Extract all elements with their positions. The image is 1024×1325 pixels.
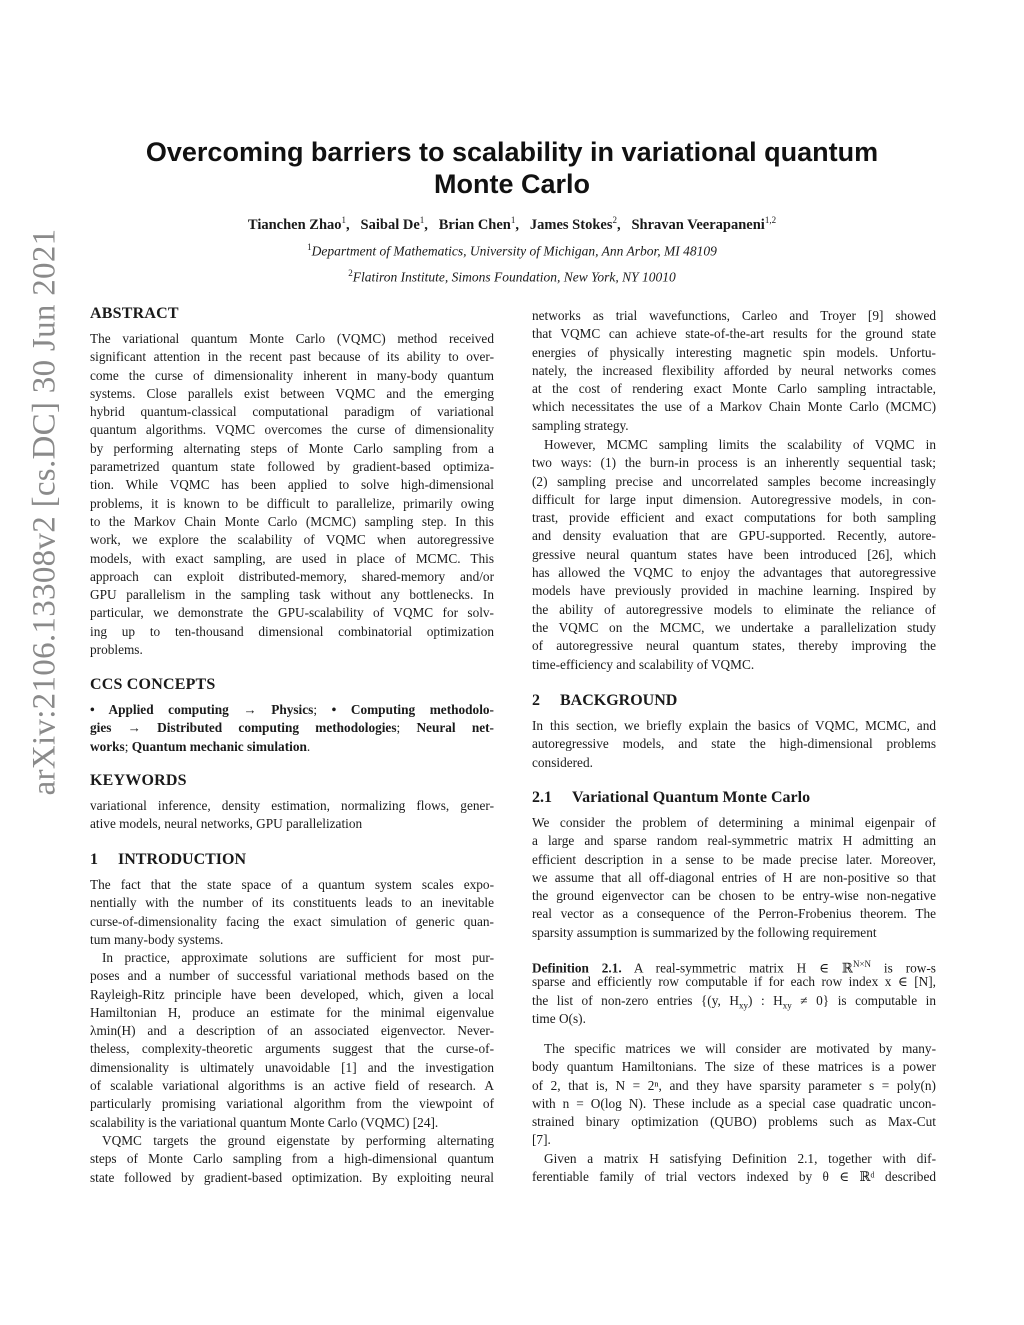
- abstract-body: [90, 330, 494, 659]
- text-line: the ground eigenvector can be chosen to be entry-wise non-negative: [532, 888, 936, 904]
- text-line: real vector as a consequence of the Perron-Frobenius theorem. The: [532, 906, 936, 922]
- text-segment: Neural net-: [416, 720, 494, 736]
- author-name: James Stokes: [529, 216, 613, 233]
- text-line: of 2, that is, N = 2ⁿ, and they have sparsity parameter s = poly(n): [532, 1077, 936, 1093]
- author: [361, 217, 425, 233]
- text-line: to the Markov Chain Monte Carlo (MCMC) sampling step. In this: [90, 513, 494, 529]
- text-line: [90, 738, 494, 756]
- text-segment: • Computing methodolo-: [331, 702, 494, 717]
- text-line: the VQMC on the MCMC, we undertake a parallelization study: [532, 619, 936, 635]
- text-line: Hamiltonian H, produce an estimate for the minimal eigenvalue: [90, 1004, 494, 1020]
- text-line: λmin(H) and a description of an associated eigenvector. Never-: [90, 1023, 494, 1039]
- section-title: BACKGROUND: [560, 692, 678, 709]
- text-line: In this section, we briefly explain the basics of VQMC, MCMC, and: [532, 718, 936, 733]
- text-line: a large and sparse random real-symmetric matrix H admitting an: [532, 833, 936, 849]
- text-line: [90, 719, 494, 737]
- text-line: ative models, neural networks, GPU parallelization: [90, 816, 363, 832]
- text-line: at the cost of rendering exact Monte Carlo sampling intractable,: [532, 381, 936, 397]
- text-segment: sparse and efficiently row computable if for each row index x ∈ [N],: [532, 974, 936, 990]
- title-line: Overcoming barriers to scalability in variational quantum: [145, 137, 879, 167]
- text-line: by performing alternating steps of Monte Carlo sampling from a: [90, 440, 494, 456]
- affiliation-2: [0, 268, 1024, 286]
- text-line: ing up to ten-thousand dimensional combinatorial optimization: [90, 623, 494, 639]
- text-line: and density evaluation that are GPU-supported. Recently, autore-: [532, 528, 936, 544]
- text-segment: works: [90, 738, 125, 754]
- affiliation-mark: 1: [307, 242, 312, 252]
- text-line: [532, 1010, 936, 1028]
- text-line: of autoregressive neural quantum states, thereby improving the: [532, 638, 936, 654]
- text-line: Rayleigh-Ritz principle have been developed, which, given a local: [90, 986, 494, 1002]
- text-line: autoregressive models, and state the high-dimensional problems: [532, 736, 936, 752]
- text-segment: .: [306, 738, 311, 754]
- text-line: sampling strategy.: [532, 417, 629, 433]
- author: [439, 217, 516, 233]
- right-paragraph-3: [532, 1040, 936, 1150]
- text-line: However, MCMC sampling limits the scalability of VQMC in: [544, 437, 936, 452]
- text-line: scalability is the variational quantum Monte Carlo (VQMC) [24].: [90, 1114, 439, 1130]
- author: [631, 217, 776, 233]
- text-segment: • Applied computing → Physics: [90, 702, 314, 717]
- text-line: dimensionality is ultimately unavoidable [1] and the investigation: [90, 1059, 494, 1075]
- text-segment: ;: [396, 720, 417, 736]
- text-line: networks as trial wavefunctions, Carleo and Troyer [9] showed: [532, 308, 936, 323]
- text-segment: xy: [738, 1000, 748, 1011]
- text-segment: N×N: [852, 959, 872, 969]
- text-line: efficient description in a sense to be made precise later. Moreover,: [532, 851, 936, 867]
- text-line: tion. While VQMC has been applied to solve high-dimensional: [90, 477, 494, 493]
- author-name: Tianchen Zhao: [247, 216, 342, 233]
- text-line: tum many-body systems.: [90, 931, 224, 947]
- paper-title: [0, 136, 1024, 200]
- text-line: variational inference, density estimation, normalizing flows, gener-: [90, 798, 494, 813]
- text-line: GPU parallelism in the sampling task without any bottlenecks. In: [90, 587, 494, 603]
- section-number: 2: [532, 692, 540, 709]
- text-line: [90, 701, 494, 719]
- text-segment: is row-s: [871, 960, 936, 976]
- text-line: time-efficiency and scalability of VQMC.: [532, 656, 755, 672]
- text-line: theless, complexity-theoretic arguments suggest that the curse-of-: [90, 1041, 494, 1057]
- text-line: two ways: (1) the burn-in process is an inherently sequential task;: [532, 455, 936, 471]
- text-line: Given a matrix H satisfying Definition 2.1, together with dif-: [544, 1151, 936, 1166]
- ccs-heading: CCS CONCEPTS: [90, 676, 216, 693]
- text-line: sparsity assumption is summarized by the following requirement: [532, 924, 877, 940]
- text-line: of scalable variational algorithms is an active field of research. A: [90, 1078, 494, 1094]
- text-line: problems, it is known to be difficult to parallelize, primarily owing: [90, 495, 494, 511]
- abstract-heading: ABSTRACT: [90, 305, 179, 322]
- text-segment: Definition 2.1.: [532, 960, 622, 976]
- right-paragraph-1: [532, 307, 936, 435]
- text-line: The variational quantum Monte Carlo (VQMC) method received: [90, 331, 494, 346]
- intro-paragraph-1: [90, 876, 494, 949]
- text-line: In practice, approximate solutions are sufficient for most pur-: [102, 950, 494, 965]
- text-line: steps of Monte Carlo sampling from a high-dimensional quantum: [90, 1151, 494, 1167]
- text-segment: ≠ 0} is computable in: [791, 992, 937, 1008]
- text-line: come the curse of dimensionality inherent in many-body quantum: [90, 367, 494, 383]
- text-line: systems. Close parallels exist between VQMC and the emerging: [90, 385, 494, 401]
- ccs-concepts: [90, 701, 494, 756]
- intro-paragraph-2: [90, 949, 494, 1132]
- text-line: quantum algorithms. VQMC overcomes the curse of dimensionality: [90, 422, 494, 438]
- subsection-heading: [532, 789, 936, 807]
- text-line: ferentiable family of trial vectors indexed by θ ∈ ℝᵈ described: [532, 1169, 936, 1185]
- title-line: Monte Carlo: [433, 169, 590, 199]
- keywords-body: [90, 797, 494, 834]
- text-line: energies of physically interesting magnetic spin models. Unfortu-: [532, 344, 936, 360]
- text-line: gressive neural quantum states have been introduced [26], which: [532, 546, 936, 562]
- text-line: The fact that the state space of a quantum system scales expo-: [90, 877, 494, 892]
- section-title: INTRODUCTION: [118, 851, 247, 868]
- text-segment: ) : H: [747, 992, 783, 1008]
- introduction-heading: [90, 851, 494, 869]
- text-line: approach can exploit distributed-memory, shared-memory and/or: [90, 568, 494, 584]
- text-line: trast, provide efficient and exact computations for both sampling: [532, 510, 936, 526]
- text-line: The specific matrices we will consider are motivated by many-: [544, 1041, 936, 1056]
- text-line: hybrid quantum-classical computational paradigm of variational: [90, 404, 494, 420]
- affiliation-text: Department of Mathematics, University of Michigan, Ann Arbor, MI 48109: [311, 243, 717, 259]
- author-affiliation-mark: 1: [341, 215, 347, 225]
- text-line: [532, 992, 936, 1010]
- author-affiliation-mark: 1: [510, 215, 516, 225]
- text-line: curse-of-dimensionality facing the exact simulation of generic quan-: [90, 913, 494, 929]
- text-line: has allowed the VQMC to enjoy the advantages that autoregressive: [532, 565, 936, 581]
- text-line: nentially with the number of its constituents leads to an inevitable: [90, 895, 494, 911]
- affiliation-1: [0, 242, 1024, 260]
- section-number: 1: [90, 851, 98, 868]
- text-line: VQMC targets the ground eigenstate by performing alternating: [102, 1133, 494, 1148]
- text-line: problems.: [90, 642, 143, 658]
- text-line: considered.: [532, 754, 593, 770]
- text-line: models, with exact sampling, are used in place of MCMC. This: [90, 550, 494, 566]
- text-line: [7].: [532, 1132, 551, 1148]
- author-list: Tianchen Zhao$^1$, Saibal De$^1$, Brian Chen$^1$, James Stokes$^2$, Shravan Veerapaneni$^{1,2}$: [247, 215, 777, 233]
- right-paragraph-4: [532, 1150, 936, 1187]
- affiliation-text: Flatiron Institute, Simons Foundation, New York, NY 10010: [352, 269, 676, 285]
- text-segment: time O(s).: [532, 1010, 586, 1026]
- text-line: [532, 973, 936, 991]
- author: [248, 217, 346, 233]
- intro-paragraph-3: [90, 1132, 494, 1187]
- text-segment: ;: [313, 702, 332, 717]
- text-line: state followed by gradient-based optimization. By exploiting neural: [90, 1169, 494, 1185]
- keywords-heading: KEYWORDS: [90, 772, 187, 789]
- right-paragraph-2: [532, 436, 936, 674]
- text-line: strained binary optimization (QUBO) problems such as Max-Cut: [532, 1114, 936, 1130]
- text-line: significant attention in the recent past because of its ability to over-: [90, 349, 494, 365]
- text-segment: Quantum mechanic simulation: [131, 738, 307, 754]
- text-line: models have previously provided in machine learning. Inspired by: [532, 583, 936, 599]
- text-line: the ability of autoregressive models to eliminate the reliance of: [532, 601, 936, 617]
- text-line: (2) sampling precise and uncorrelated samples become increasingly: [532, 473, 936, 489]
- text-line: nately, the increased flexibility afforded by neural networks comes: [532, 362, 936, 378]
- text-segment: ;: [124, 738, 132, 754]
- text-line: with n = O(log N). These include as a special case quadratic uncon-: [532, 1095, 936, 1111]
- text-line: work, we explore the scalability of VQMC when autoregressive: [90, 532, 494, 548]
- text-line: [532, 955, 936, 976]
- author-name: Brian Chen: [438, 216, 511, 233]
- subsection-paragraph: [532, 814, 936, 942]
- text-line: we assume that all off-diagonal entries of H are non-positive so that: [532, 869, 936, 885]
- author-affiliation-mark: 2: [612, 215, 617, 225]
- text-line: parametrized quantum state followed by gradient-based optimiza-: [90, 459, 494, 475]
- text-line: particularly promising variational algorithm from the viewpoint of: [90, 1096, 494, 1112]
- author-affiliation-mark: 1,2: [764, 215, 777, 225]
- author-name: Saibal De: [360, 216, 420, 233]
- definition-2-1: [532, 955, 936, 1028]
- affiliation-mark: 2: [348, 268, 353, 278]
- text-line: poses and a number of successful variational methods based on the: [90, 968, 494, 984]
- subsection-number: 2.1: [532, 789, 552, 806]
- text-segment: gies → Distributed computing methodologies: [90, 720, 397, 736]
- text-line: which necessitates the use of a Markov Chain Monte Carlo (MCMC): [532, 399, 936, 415]
- arxiv-identifier: arXiv:2106.13308v2 [cs.DC] 30 Jun 2021: [26, 228, 63, 796]
- text-line: body quantum Hamiltonians. The size of these matrices is a power: [532, 1059, 936, 1075]
- text-line: particular, we demonstrate the GPU-scalability of VQMC for solv-: [90, 605, 494, 621]
- background-paragraph: [532, 717, 936, 772]
- text-line: We consider the problem of determining a minimal eigenpair of: [532, 815, 936, 830]
- text-segment: A real-symmetric matrix H ∈ ℝ: [621, 960, 853, 976]
- subsection-title: Variational Quantum Monte Carlo: [572, 789, 811, 806]
- text-line: that VQMC can achieve state-of-the-art results for the ground state: [532, 326, 936, 342]
- author-affiliation-mark: 1: [419, 215, 425, 225]
- text-segment: the list of non-zero entries {(y, H: [532, 992, 739, 1008]
- text-line: difficult for large input dimension. Autoregressive models, in con-: [532, 491, 936, 507]
- background-heading: [532, 692, 936, 710]
- author: [530, 217, 617, 233]
- author-name: Shravan Veerapaneni: [631, 216, 765, 233]
- text-segment: xy: [782, 1000, 792, 1011]
